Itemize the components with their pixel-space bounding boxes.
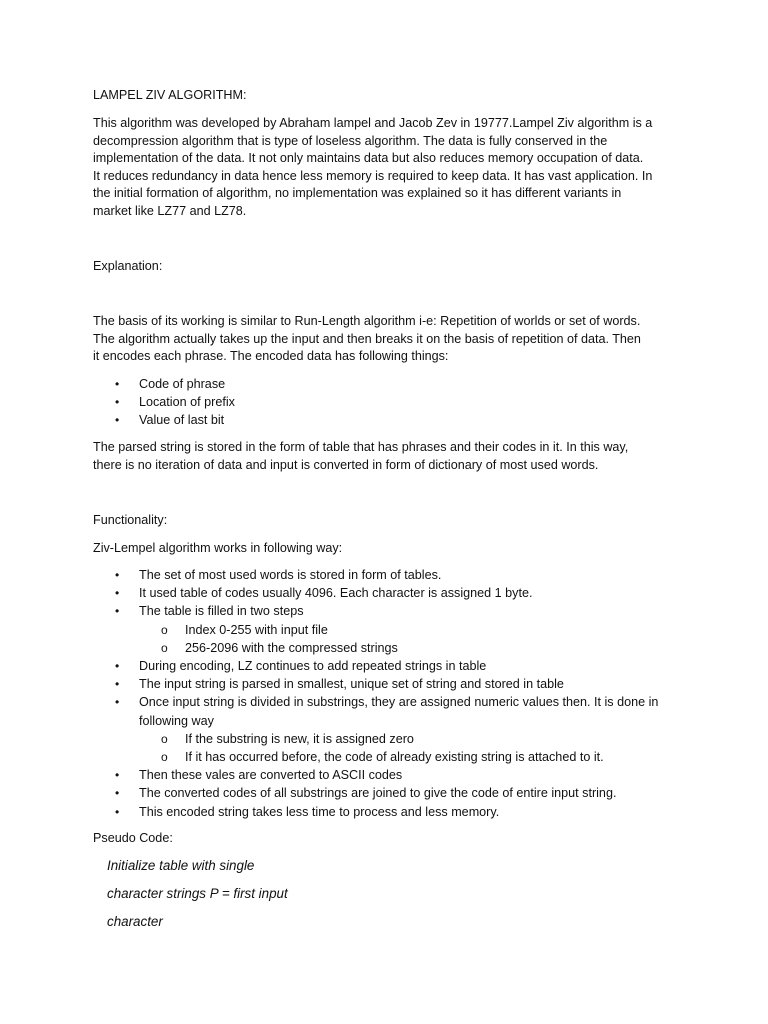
list-item [93,675,693,693]
sub-bullet-icon: o [161,750,168,765]
list-item-text: Then these vales are converted to ASCII codes [139,768,403,783]
sub-list-item [93,639,693,657]
explanation-after-line: there is no iteration of data and input is converted in form of dictionary of most used words. [93,457,599,472]
explanation-heading: Explanation: [93,259,163,273]
list-item [93,784,693,802]
bullet-icon: • [115,395,120,410]
list-item [93,766,693,784]
list-item [93,375,693,393]
list-item [93,693,693,711]
bullet-icon: • [115,695,120,710]
sub-bullet-icon: o [161,731,168,746]
explanation-line: The algorithm actually takes up the input and then breaks it on the basis of repetition of data. Then [93,331,641,346]
list-item-text: Once input string is divided in substrings, they are assigned numeric values then. It is done in [139,695,659,710]
list-item-text: The set of most used words is stored in form of tables. [139,568,442,582]
list-item [93,411,693,429]
list-item-text: Code of phrase [139,377,226,391]
pseudo-code-heading: Pseudo Code: [93,831,173,845]
document-title: LAMPEL ZIV ALGORITHM: [93,88,247,102]
sub-list-item [93,621,693,639]
bullet-icon: • [115,677,120,692]
explanation-paragraph [93,313,683,366]
functionality-list [93,566,693,821]
explanation-line: it encodes each phrase. The encoded data has following things: [93,349,449,364]
list-item [93,584,693,602]
pseudo-code-line: Initialize table with single [107,858,255,873]
list-item [93,602,693,620]
sub-list-item [93,748,693,766]
bullet-icon: • [115,568,120,582]
intro-line: This algorithm was developed by Abraham lampel and Jacob Zev in 19777.Lampel Ziv algorithm is a [93,116,653,130]
sub-bullet-icon: o [161,622,168,637]
list-item [93,566,693,584]
list-item-text: 256-2096 with the compressed strings [185,640,398,655]
list-item-text: Location of prefix [139,395,235,410]
list-item-text: This encoded string takes less time to process and less memory. [139,804,500,819]
list-item-text: If the substring is new, it is assigned zero [185,731,414,746]
list-item-text: If it has occurred before, the code of already existing string is attached to it. [185,750,604,765]
sub-list-item [93,730,693,748]
intro-line: decompression algorithm that is type of loseless algorithm. The data is fully conserved in the [93,133,608,148]
list-item-text: Value of last bit [139,413,225,428]
explanation-line: The basis of its working is similar to Run-Length algorithm i-e: Repetition of worlds or set of words. [93,314,641,328]
explanation-after-paragraph [93,439,683,474]
list-item [93,393,693,411]
list-item [93,657,693,675]
pseudo-code-line: character strings P = first input [107,886,288,901]
intro-line: It reduces redundancy in data hence less memory is required to keep data. It has vast application. In [93,168,653,183]
bullet-icon: • [115,377,120,391]
functionality-intro: Ziv-Lempel algorithm works in following way: [93,541,343,555]
explanation-bullet-list [93,375,693,430]
intro-line: implementation of the data. It not only maintains data but also reduces memory occupation of data. [93,151,644,166]
list-item-text: It used table of codes usually 4096. Each character is assigned 1 byte. [139,586,533,601]
bullet-icon: • [115,604,120,619]
list-item-continuation [93,712,693,730]
list-item-text: The converted codes of all substrings are joined to give the code of entire input string. [139,786,617,801]
list-item [93,803,693,821]
list-item-text: The table is filled in two steps [139,604,304,619]
intro-line: the initial formation of algorithm, no implementation was explained so it has different variants in [93,186,622,201]
bullet-icon: • [115,659,120,674]
sub-bullet-icon: o [161,640,168,655]
list-item-text: following way [139,713,214,728]
list-item-text: The input string is parsed in smallest, unique set of string and stored in table [139,677,564,692]
intro-line: market like LZ77 and LZ78. [93,203,247,218]
intro-paragraph [93,115,683,221]
pseudo-code-line: character [107,914,163,929]
bullet-icon: • [115,413,120,428]
bullet-icon: • [115,768,120,783]
list-item-text: During encoding, LZ continues to add repeated strings in table [139,659,487,674]
explanation-after-line: The parsed string is stored in the form of table that has phrases and their codes in it. In this way, [93,440,629,454]
bullet-icon: • [115,786,120,801]
functionality-heading: Functionality: [93,513,168,527]
bullet-icon: • [115,586,120,601]
list-item-text: Index 0-255 with input file [185,622,328,637]
bullet-icon: • [115,804,120,819]
